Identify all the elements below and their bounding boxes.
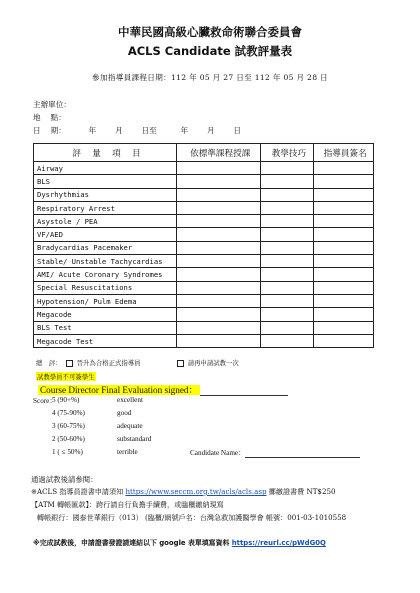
organizer-label: 主辦單位： xyxy=(33,100,71,109)
cell-standard[interactable] xyxy=(177,201,261,214)
table-header-row xyxy=(34,144,374,162)
score-level-num: 3 (60-75%) xyxy=(52,422,85,430)
table-row xyxy=(34,228,374,241)
score-level-num: 1 ( ≤ 50%) xyxy=(52,448,83,456)
cell-skill[interactable] xyxy=(261,201,314,214)
item-label: Megacode Test xyxy=(34,334,177,347)
year-label-2: 年 xyxy=(180,126,189,135)
item-label: Stable/ Unstable Tachycardias xyxy=(34,255,177,268)
cell-signature[interactable] xyxy=(314,162,374,175)
cell-signature[interactable] xyxy=(314,334,374,347)
item-label: Bradycardias Pacemaker xyxy=(34,241,177,254)
cell-signature[interactable] xyxy=(314,321,374,334)
table-row xyxy=(34,321,374,334)
cell-standard[interactable] xyxy=(177,241,261,254)
table-row xyxy=(34,188,374,201)
item-label: Dysrhythmias xyxy=(34,188,177,201)
director-sign-row xyxy=(38,382,288,396)
cell-signature[interactable] xyxy=(314,255,374,268)
table-row xyxy=(34,294,374,307)
cell-skill[interactable] xyxy=(261,334,314,347)
month-label-2: 月 xyxy=(206,126,215,135)
footer-line1 xyxy=(31,487,336,497)
cell-standard[interactable] xyxy=(177,281,261,294)
table-row xyxy=(34,281,374,294)
month-label: 月 xyxy=(115,126,123,135)
director-signature-line[interactable] xyxy=(200,395,288,396)
candidate-name-line[interactable] xyxy=(245,457,360,458)
table-row xyxy=(34,201,374,214)
date-row xyxy=(33,125,241,136)
org-title: 中華民國高級心臟救命術聯合委員會 xyxy=(118,25,302,39)
table-row xyxy=(34,255,374,268)
day-label: 日 xyxy=(233,126,242,135)
cell-signature[interactable] xyxy=(314,215,374,228)
cell-standard[interactable] xyxy=(177,175,261,188)
cell-standard[interactable] xyxy=(177,308,261,321)
header-items: 評 量 項 目 xyxy=(34,144,177,162)
footer-intro: 通過試教後請參閱： xyxy=(31,475,98,484)
google-form-link[interactable]: https://reurl.cc/pWdG0Q xyxy=(231,539,326,547)
date-label: 日 期： xyxy=(33,126,66,135)
footer-line1-suffix: 擲繳證書費 NT$250 xyxy=(266,487,336,496)
score-level-num: 4 (75-90%) xyxy=(52,409,85,417)
location-label: 地 點： xyxy=(33,113,66,122)
cell-signature[interactable] xyxy=(314,294,374,307)
evaluation-table xyxy=(33,143,374,348)
footer-google-form-line xyxy=(33,537,326,547)
header-standard-course: 依標準課程授課 xyxy=(177,144,261,162)
score-level-desc: terrible xyxy=(117,448,138,456)
item-label: Megacode xyxy=(34,308,177,321)
score-level-desc: substandard xyxy=(117,435,152,443)
cell-skill[interactable] xyxy=(261,228,314,241)
cell-skill[interactable] xyxy=(261,255,314,268)
pass-option-label: 晉升為合格正式指導員 xyxy=(76,359,141,367)
item-label: VF/AED xyxy=(34,228,177,241)
table-row xyxy=(34,308,374,321)
cell-signature[interactable] xyxy=(314,188,374,201)
cell-signature[interactable] xyxy=(314,201,374,214)
score-level-num: 5 (90+%) xyxy=(52,396,80,404)
course-date-line: 參加指導員課程日期：112 年 05 月 27 日至 112 年 05 月 28 日 xyxy=(92,73,328,82)
cell-skill[interactable] xyxy=(261,281,314,294)
cell-standard[interactable] xyxy=(177,162,261,175)
cell-standard[interactable] xyxy=(177,215,261,228)
score-level-desc: good xyxy=(117,409,132,417)
cell-standard[interactable] xyxy=(177,321,261,334)
cell-signature[interactable] xyxy=(314,308,374,321)
header-instructor-signature: 指導員簽名 xyxy=(314,144,374,162)
item-label: Hypotension/ Pulm Edema xyxy=(34,294,177,307)
cell-standard[interactable] xyxy=(177,255,261,268)
cell-skill[interactable] xyxy=(261,268,314,281)
cell-signature[interactable] xyxy=(314,268,374,281)
pass-checkbox[interactable] xyxy=(66,360,73,367)
candidate-name-row xyxy=(190,448,360,458)
cell-standard[interactable] xyxy=(177,294,261,307)
table-row xyxy=(34,334,374,347)
table-row xyxy=(34,215,374,228)
table-row xyxy=(34,241,374,254)
score-level-desc: excellent xyxy=(117,396,143,404)
retry-option-label: 請再申請試教一次 xyxy=(187,359,239,367)
acls-info-link[interactable]: https://www.seccm.org.tw/acls/acls.asp xyxy=(125,487,267,496)
footer-line1-prefix: ※ACLS 指導員證書申請須知 xyxy=(31,487,124,496)
item-label: Special Resuscitations xyxy=(34,281,177,294)
score-level-desc: adequate xyxy=(117,422,143,430)
cell-skill[interactable] xyxy=(261,294,314,307)
cell-signature[interactable] xyxy=(314,281,374,294)
footer-bank-line: 轉帳銀行：國泰世華銀行（013） (臨櫃/網號戶名：台灣急救加護醫學會 帳號：001-03-1010558 xyxy=(37,513,347,522)
footer-line4-prefix: ※完成試教後，申請證書發證請連結以下 google 表單填寫資料 xyxy=(33,539,230,547)
cell-signature[interactable] xyxy=(314,241,374,254)
cell-skill[interactable] xyxy=(261,308,314,321)
candidate-name-label: Candidate Name： xyxy=(190,449,246,457)
cell-standard[interactable] xyxy=(177,268,261,281)
score-level-num: 2 (50-60%) xyxy=(52,435,85,443)
cell-skill[interactable] xyxy=(261,215,314,228)
cell-skill[interactable] xyxy=(261,321,314,334)
cell-standard[interactable] xyxy=(177,228,261,241)
cell-standard[interactable] xyxy=(177,188,261,201)
cell-signature[interactable] xyxy=(314,228,374,241)
retry-checkbox[interactable] xyxy=(177,360,184,367)
item-label: Airway xyxy=(34,162,177,175)
table-row xyxy=(34,268,374,281)
cell-skill[interactable] xyxy=(261,188,314,201)
cell-skill[interactable] xyxy=(261,241,314,254)
table-row xyxy=(34,175,374,188)
header-teaching-skill: 教學技巧 xyxy=(261,144,314,162)
cell-signature[interactable] xyxy=(314,175,374,188)
footer-atm-line: 【ATM 轉帳匯款】：跨行請自行負擔手續費，或臨櫃繳納現寫 xyxy=(31,500,224,509)
highlight-note: 試教學員不可簽學生 xyxy=(37,373,95,381)
conclusion-row xyxy=(36,358,239,367)
item-label: AMI/ Acute Coronary Syndromes xyxy=(34,268,177,281)
score-label: Score： xyxy=(33,397,57,405)
cell-skill[interactable] xyxy=(261,175,314,188)
cell-standard[interactable] xyxy=(177,334,261,347)
form-title: ACLS Candidate 試教評量表 xyxy=(127,44,293,58)
director-label: Course Director Final Evaluation signed： xyxy=(40,385,198,395)
cell-skill[interactable] xyxy=(261,162,314,175)
conclusion-label: 總 評： xyxy=(36,359,62,367)
item-label: Asystole / PEA xyxy=(34,215,177,228)
year-label: 年 xyxy=(88,126,97,135)
item-label: Respiratory Arrest xyxy=(34,201,177,214)
day-to-label: 日至 xyxy=(141,126,157,135)
table-row xyxy=(34,162,374,175)
item-label: BLS xyxy=(34,175,177,188)
item-label: BLS Test xyxy=(34,321,177,334)
